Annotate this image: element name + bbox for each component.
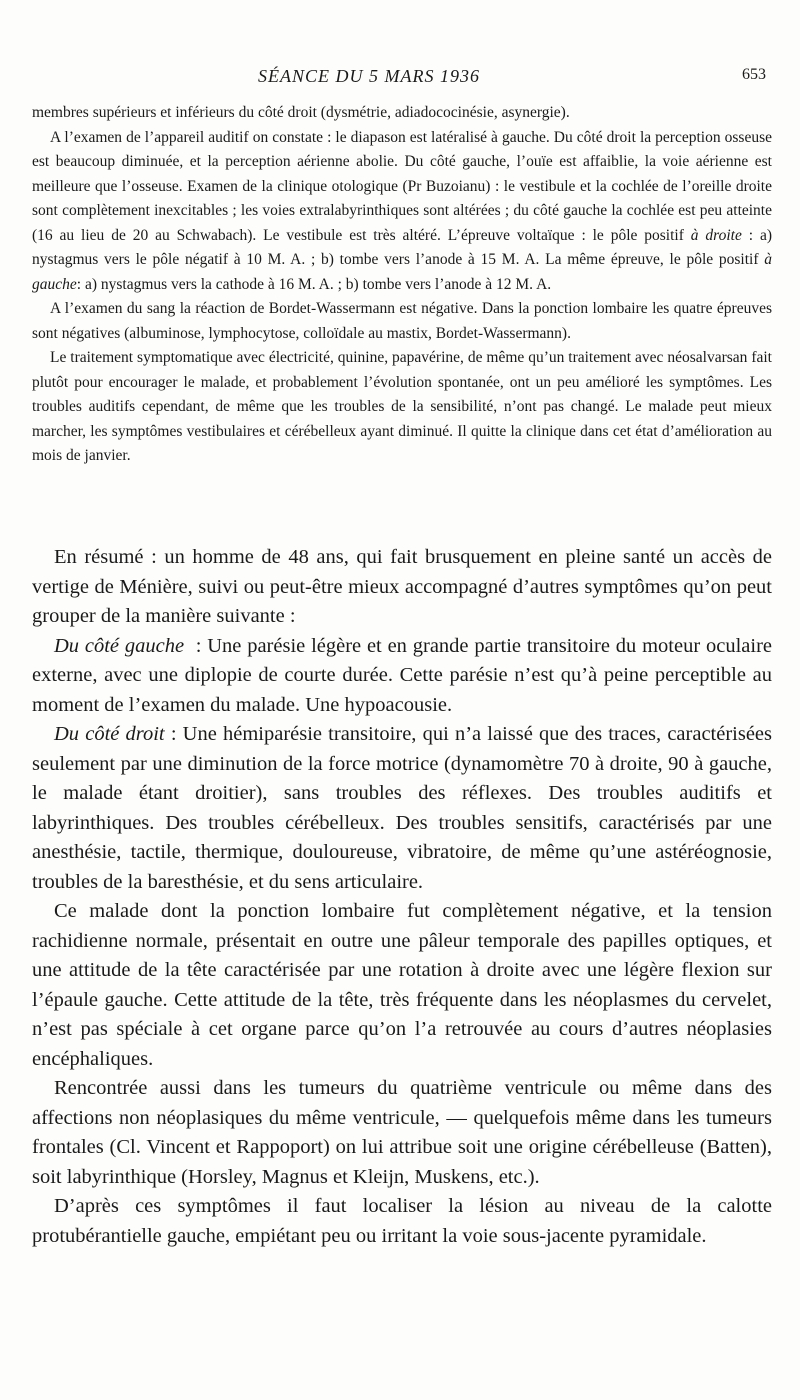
page-number: 653 <box>742 66 766 83</box>
paragraph-right-side: Du côté droit : Une hémiparésie transitoire, qui n’a laissé que des traces, caractérisées seulement par une diminution de la force motrice (dynamomètre 70 à droite, 90 à gauche, le malade étant droitier), sans troubles des réflexes. Des troubles auditifs et labyrinthiques. Des troubles cérébelleux. Des troubles sensitifs, caractérisés par une anesthésie, tactile, thermique, douloureuse, vibratoire, de même qu’une astéréognosie, troubles de la baresthésie, et du sens articulaire. <box>32 723 773 893</box>
paragraph-blood-exam: A l’examen du sang la réaction de Bordet-Wassermann est négative. Dans la ponction lombaire les quatre épreuves sont négatives (albuminose, lymphocytose, colloïdale au mastix, Bordet-Wassermann). <box>32 300 772 342</box>
paragraph-summary: En résumé : un homme de 48 ans, qui fait brusquement en pleine santé un accès de vertige de Ménière, suivi ou peut-être mieux accompagné d’autres symptômes qu’on peut grouper de la manière suivante : <box>32 546 772 627</box>
summary-section <box>32 543 772 1251</box>
paragraph-treatment: Le traitement symptomatique avec électricité, quinine, papavérine, de même qu’un traitement avec néosalvarsan fait plutôt pour encourager le malade, et probablement l’évolution spontanée, ont un peu amélioré les symptômes. Les troubles auditifs cependant, de même que les troubles de la sensibilité, n’ont pas changé. Le malade peut mieux marcher, les symptômes vestibulaires et cérébelleux ayant diminué. Il quitte la clinique dans cet état d’amélioration au mois de janvier. <box>32 349 772 464</box>
running-title: SÉANCE DU 5 MARS 1936 <box>258 66 480 86</box>
running-head <box>0 66 800 90</box>
paragraph-tumors: Rencontrée aussi dans les tumeurs du quatrième ventricule ou même dans des affections non néoplasiques du même ventricule, — quelquefois même dans les tumeurs frontales (Cl. Vincent et Rappoport) on lui attribue soit une origine cérébelleuse (Batten), soit labyrinthique (Horsley, Magnus et Kleijn, Muskens, etc.). <box>32 1077 772 1188</box>
case-report-small-print <box>32 101 772 469</box>
paragraph-left-side: Du côté gauche : Une parésie légère et en grande partie transitoire du moteur oculaire externe, avec une diplopie de courte durée. Cette parésie n’est qu’à peine perceptible au moment de l’examen du malade. Une hypoacousie. <box>32 634 772 716</box>
paragraph-localization: D’après ces symptômes il faut localiser la lésion au niveau de la calotte protubérantielle gauche, empiétant peu ou irritant la voie sous-jacente pyramidale. <box>32 1195 772 1247</box>
paragraph-auditory-exam: A l’examen de l’appareil auditif on constate : le diapason est latéralisé à gauche. Du côté droit la perception osseuse est beaucoup diminuée, et la perception aérienne abolie. Du côté gauche, l’ouïe est affaiblie, la voie aérienne est meilleure que l’osseuse. Examen de la clinique otologique (Pr Buzoianu) : le vestibule et la cochlée de l’oreille droite sont complètement inexcitables ; les voies extralabyrinthiques sont altérées ; du côté gauche la cochlée est peu atteinte (16 au lieu de 20 au Schwabach). Le vestibule est très altéré. L’épreuve voltaïque : le pôle positif à droite : a) nystagmus vers le pôle négatif à 10 M. A. ; b) tombe vers l’anode à 15 M. A. La même épreuve, le pôle positif à gauche: a) nystagmus vers la cathode à 16 M. A. ; b) tombe vers l’anode à 12 M. A. <box>32 128 772 293</box>
paragraph-lumbar-puncture: Ce malade dont la ponction lombaire fut complètement négative, et la tension rachidienne normale, présentait en outre une pâleur temporale des papilles optiques, et une attitude de la tête caractérisée par une rotation à droite avec une légère flexion sur l’épaule gauche. Cette attitude de la tête, très fréquente dans les néoplasmes du cervelet, n’est pas spéciale à cet organe parce qu’on l’a retrouvée au cours d’autres néoplasies encéphaliques. <box>32 900 772 1070</box>
paragraph-continuation: membres supérieurs et inférieurs du côté droit (dysmétrie, adiadococinésie, asynergie). <box>32 104 570 121</box>
